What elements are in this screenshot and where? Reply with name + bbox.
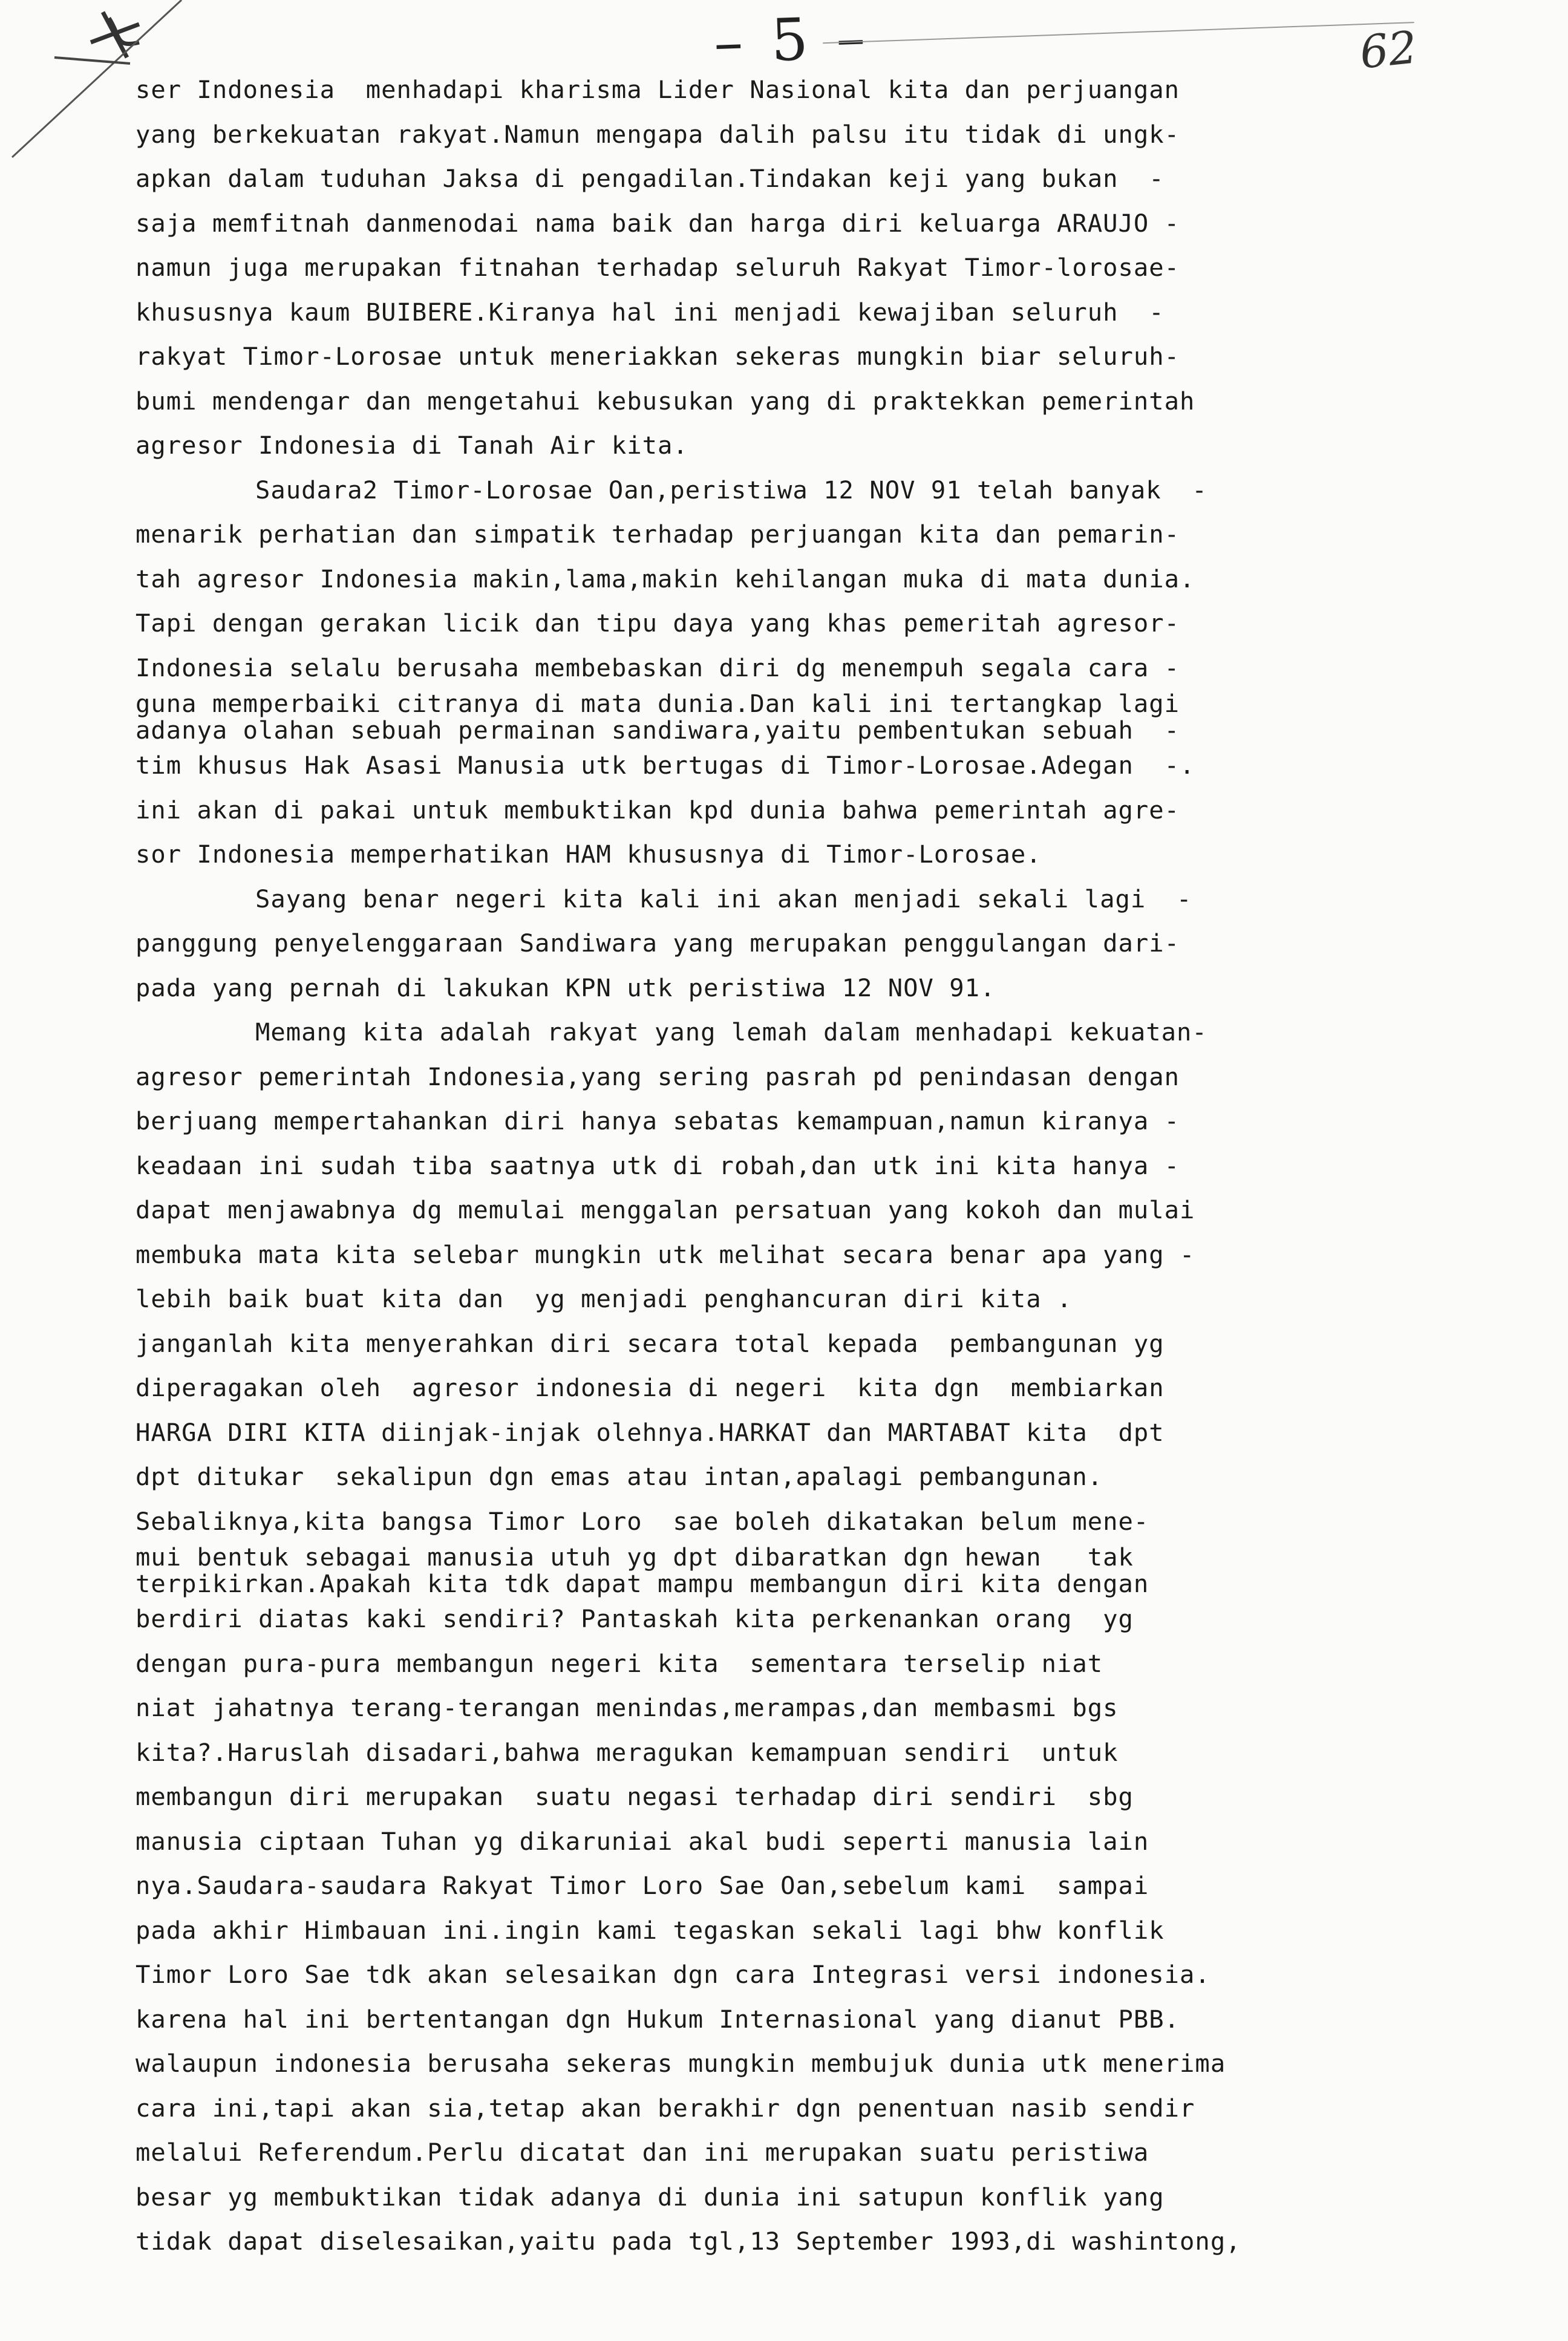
paragraph-start-line: Sayang benar negeri kita kali ini akan menjadi sekali lagi - bbox=[255, 884, 1192, 913]
page-number: – 5 – bbox=[713, 3, 871, 77]
paragraph-start-line: Memang kita adalah rakyat yang lemah dalam menhadapi kekuatan- bbox=[255, 1017, 1207, 1046]
text-line: tidak dapat diselesaikan,yaitu pada tgl,13 September 1993,di washintong, bbox=[136, 2227, 1241, 2256]
text-line: rakyat Timor-Lorosae untuk meneriakkan sekeras mungkin biar seluruh- bbox=[136, 342, 1180, 371]
text-line: melalui Referendum.Perlu dicatat dan ini merupakan suatu peristiwa bbox=[136, 2138, 1149, 2167]
text-line: membuka mata kita selebar mungkin utk melihat secara benar apa yang - bbox=[136, 1239, 1195, 1269]
text-line: tim khusus Hak Asasi Manusia utk bertugas di Timor-Lorosae.Adegan -. bbox=[136, 751, 1195, 780]
text-line: menarik perhatian dan simpatik terhadap perjuangan kita dan pemarin- bbox=[136, 520, 1180, 549]
text-line: HARGA DIRI KITA diinjak-injak olehnya.HARKAT dan MARTABAT kita dpt bbox=[136, 1417, 1165, 1447]
text-line: dpt ditukar sekalipun dgn emas atau intan,apalagi pembangunan. bbox=[136, 1462, 1103, 1491]
text-line: pada yang pernah di lakukan KPN utk peristiwa 12 NOV 91. bbox=[136, 973, 996, 1002]
text-line: Sebaliknya,kita bangsa Timor Loro sae boleh dikatakan belum mene- bbox=[136, 1506, 1149, 1536]
paragraph-start-line: Saudara2 Timor-Lorosae Oan,peristiwa 12 NOV 91 telah banyak - bbox=[255, 475, 1207, 504]
text-line: panggung penyelenggaraan Sandiwara yang merupakan penggulangan dari- bbox=[136, 929, 1180, 958]
text-line: lebih baik buat kita dan yg menjadi penghancuran diri kita . bbox=[136, 1284, 1073, 1313]
text-line: saja memfitnah danmenodai nama baik dan harga diri keluarga ARAUJO - bbox=[136, 208, 1180, 238]
sheet-number: 62 bbox=[1357, 21, 1420, 79]
text-line: besar yg membuktikan tidak adanya di dunia ini satupun konflik yang bbox=[136, 2182, 1165, 2212]
text-line: apkan dalam tuduhan Jaksa di pengadilan.Tindakan keji yang bukan - bbox=[136, 164, 1165, 193]
text-line: niat jahatnya terang-terangan menindas,merampas,dan membasmi bgs bbox=[136, 1693, 1119, 1722]
text-line: berjuang mempertahankan diri hanya sebatas kemampuan,namun kiranya - bbox=[136, 1106, 1180, 1135]
text-line: agresor pemerintah Indonesia,yang sering pasrah pd penindasan dengan bbox=[136, 1062, 1180, 1091]
text-line: Indonesia selalu berusaha membebaskan diri dg menempuh segala cara - bbox=[136, 653, 1180, 682]
text-line: namun juga merupakan fitnahan terhadap seluruh Rakyat Timor-lorosae- bbox=[136, 253, 1180, 282]
text-line: walaupun indonesia berusaha sekeras mungkin membujuk dunia utk menerima bbox=[136, 2049, 1226, 2078]
text-line: diperagakan oleh agresor indonesia di negeri kita dgn membiarkan bbox=[136, 1373, 1165, 1402]
text-line: manusia ciptaan Tuhan yg dikaruniai akal budi seperti manusia lain bbox=[136, 1826, 1149, 1856]
text-line: yang berkekuatan rakyat.Namun mengapa dalih palsu itu tidak di ungk- bbox=[136, 119, 1180, 149]
text-line: ser Indonesia menhadapi kharisma Lider Nasional kita dan perjuangan bbox=[136, 75, 1180, 104]
text-line: pada akhir Himbauan ini.ingin kami tegaskan sekali lagi bhw konflik bbox=[136, 1915, 1165, 1945]
text-line: janganlah kita menyerahkan diri secara total kepada pembangunan yg bbox=[136, 1328, 1165, 1358]
text-line: dapat menjawabnya dg memulai menggalan persatuan yang kokoh dan mulai bbox=[136, 1195, 1195, 1224]
text-line: bumi mendengar dan mengetahui kebusukan yang di praktekkan pemerintah bbox=[136, 386, 1195, 416]
text-line: Timor Loro Sae tdk akan selesaikan dgn cara Integrasi versi indonesia. bbox=[136, 1960, 1210, 1989]
text-line: ini akan di pakai untuk membuktikan kpd dunia bahwa pemerintah agre- bbox=[136, 795, 1180, 824]
text-line: guna memperbaiki citranya di mata dunia.Dan kali ini tertangkap lagi bbox=[136, 689, 1180, 718]
text-line: cara ini,tapi akan sia,tetap akan berakhir dgn penentuan nasib sendir bbox=[136, 2093, 1195, 2123]
text-line: keadaan ini sudah tiba saatnya utk di robah,dan utk ini kita hanya - bbox=[136, 1151, 1180, 1180]
text-line: mui bentuk sebagai manusia utuh yg dpt dibaratkan dgn hewan tak bbox=[136, 1543, 1134, 1572]
typed-body-text bbox=[136, 68, 1466, 2264]
text-line: adanya olahan sebuah permainan sandiwara,yaitu pembentukan sebuah - bbox=[136, 716, 1180, 745]
text-line: terpikirkan.Apakah kita tdk dapat mampu membangun diri kita dengan bbox=[136, 1569, 1149, 1598]
text-line: kita?.Haruslah disadari,bahwa meragukan kemampuan sendiri untuk bbox=[136, 1737, 1119, 1767]
text-line: Tapi dengan gerakan licik dan tipu daya yang khas pemeritah agresor- bbox=[136, 609, 1180, 638]
text-line: dengan pura-pura membangun negeri kita sementara terselip niat bbox=[136, 1648, 1103, 1678]
text-line: berdiri diatas kaki sendiri? Pantaskah kita perkenankan orang yg bbox=[136, 1604, 1134, 1633]
text-line: membangun diri merupakan suatu negasi terhadap diri sendiri sbg bbox=[136, 1782, 1134, 1811]
text-line: agresor Indonesia di Tanah Air kita. bbox=[136, 431, 688, 460]
text-line: khususnya kaum BUIBERE.Kiranya hal ini menjadi kewajiban seluruh - bbox=[136, 297, 1165, 327]
text-line: tah agresor Indonesia makin,lama,makin kehilangan muka di mata dunia. bbox=[136, 564, 1195, 593]
text-line: sor Indonesia memperhatikan HAM khususnya di Timor-Lorosae. bbox=[136, 840, 1042, 869]
text-line: karena hal ini bertentangan dgn Hukum Internasional yang dianut PBB. bbox=[136, 2004, 1180, 2034]
text-line: nya.Saudara-saudara Rakyat Timor Loro Sae Oan,sebelum kami sampai bbox=[136, 1871, 1149, 1900]
